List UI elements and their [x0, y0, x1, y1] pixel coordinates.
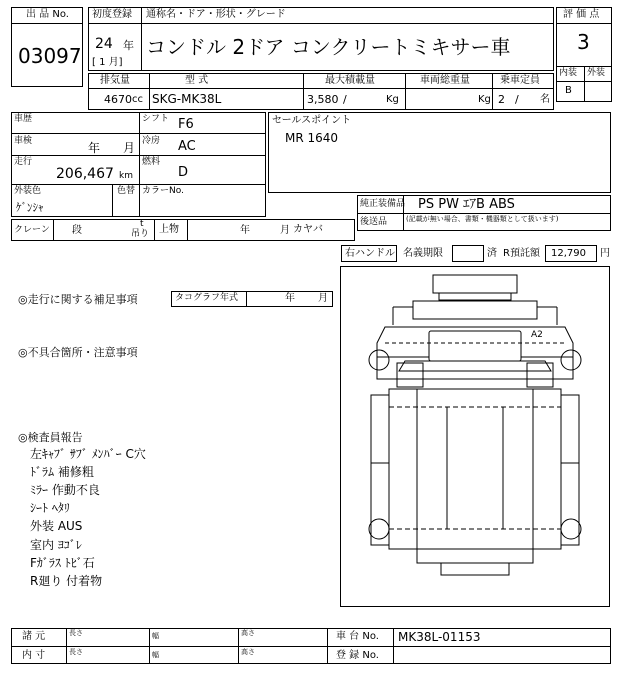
report-line-4: ｼｰﾄ ﾍﾀﾘ: [30, 501, 70, 515]
report-line-2: ﾄﾞﾗﾑ 補修粗: [30, 465, 94, 479]
displacement-label: 排気量: [100, 75, 130, 86]
model-label: 型 式: [185, 75, 209, 86]
cc-unit: cc: [132, 94, 143, 105]
tacho-label: タコグラフ年式: [175, 293, 239, 303]
running-label: ◎走行に関する補足事項: [18, 293, 138, 306]
width-label-2: 幅: [152, 651, 159, 659]
exterior-label: 外装: [587, 68, 606, 78]
ac-value: AC: [178, 139, 196, 154]
km-unit: km: [119, 171, 133, 181]
interior-label: 内装: [559, 68, 578, 78]
height-label-1: 高さ: [241, 629, 255, 637]
report-line-8: R廻り 付着物: [30, 574, 103, 588]
chassis-number: MK38L-01153: [398, 630, 481, 644]
displacement: 4670: [104, 93, 132, 106]
grade-label: 通称名・ドア・形状・グレード: [146, 9, 286, 20]
inspection-year: 年: [88, 141, 101, 155]
length-label-2: 長さ: [69, 648, 83, 656]
length-label-1: 長さ: [69, 629, 83, 637]
gross-weight-label: 車両総重量: [420, 75, 470, 86]
inspector-label: ◎検査員報告: [18, 431, 83, 444]
shift-value: F6: [178, 117, 194, 132]
inside-label: 内 寸: [22, 650, 46, 661]
mileage-label: 走行: [14, 157, 33, 167]
report-line-1: 左ｷｬﾌﾞ ｻﾌﾞ ﾒﾝﾊﾞｰ C穴: [30, 447, 146, 461]
first-reg-label: 初度登録: [92, 9, 132, 20]
recycle-amount: 12,790: [551, 248, 586, 259]
capacity-unit: 名: [540, 94, 550, 105]
warranty-note: (記載が無い場合、書類・機器類として扱います): [406, 215, 559, 223]
shift-label: シフト: [142, 114, 170, 124]
capacity-slash: /: [515, 93, 519, 106]
chassis-label: 車 台 No.: [336, 631, 379, 642]
lot-number: 03097: [18, 44, 82, 68]
inspection-month: 月: [123, 141, 136, 155]
gross-kg: Kg: [478, 94, 491, 105]
vehicle-diagram: [340, 266, 610, 607]
color-no-label: カラーNo.: [142, 186, 184, 196]
reg-number-label: 登 録 No.: [336, 650, 379, 661]
inspection-label: 車検: [14, 136, 33, 146]
reg-year: 24: [95, 36, 113, 52]
recycle-status: 済: [487, 248, 497, 259]
crane-hang-top: t: [140, 219, 144, 229]
crane-stage: 段: [72, 225, 82, 236]
reg-month: [ 1 月]: [92, 57, 123, 68]
reg-year-unit: 年: [123, 39, 134, 52]
color-value: ｹﾞﾝｼｬ: [16, 201, 44, 214]
name-change-field: [452, 245, 484, 262]
equipment-label: 純正装備品: [360, 199, 406, 209]
report-line-3: ﾐﾗｰ 作動不良: [30, 483, 100, 497]
warranty-label: 後送品: [360, 217, 388, 227]
tacho-month: 月: [318, 293, 328, 304]
color-label: 外装色: [14, 186, 42, 196]
max-load: 3,580: [307, 93, 339, 106]
recycle-label: R預託額: [503, 248, 540, 259]
capacity-label: 乗車定員: [500, 75, 540, 86]
width-label-1: 幅: [152, 632, 159, 640]
right-handle: 右ハンドル: [345, 248, 395, 259]
max-load-kg: Kg: [386, 94, 399, 105]
crane-label: クレーン: [14, 225, 50, 235]
spec-label: 諸 元: [22, 631, 46, 642]
mileage-value: 206,467: [56, 166, 114, 182]
upper-year: 年: [240, 225, 250, 236]
height-label-2: 高さ: [241, 648, 255, 656]
max-load-slash: /: [343, 93, 347, 106]
tacho-year: 年: [285, 293, 295, 304]
upper-label: 上物: [159, 224, 179, 235]
equipment-value: PS PW ｴｱB ABS: [418, 197, 515, 212]
capacity-value: 2: [498, 93, 505, 106]
crane-hang: 吊り: [131, 229, 150, 239]
sales-point-label: セールスポイント: [272, 115, 352, 126]
vehicle-title: コンドル 2ドア コンクリートミキサー車: [146, 35, 511, 59]
model-code: SKG-MK38L: [152, 92, 222, 106]
report-line-7: Fｶﾞﾗｽ ﾄﾋﾞ石: [30, 556, 95, 570]
ac-label: 冷房: [142, 136, 161, 146]
upper-maker: カヤバ: [293, 224, 323, 235]
max-load-label: 最大積載量: [325, 75, 375, 86]
score-label: 評 価 点: [563, 9, 600, 20]
name-change-label: 名義期限: [403, 248, 443, 259]
fuel-label: 燃料: [142, 157, 161, 167]
interior-grade: B: [565, 85, 572, 96]
truck-outline-diagram: [341, 267, 609, 606]
lot-label: 出 品 No.: [26, 9, 69, 20]
upper-month: 月: [280, 225, 290, 236]
damage-mark-a2: A2: [531, 330, 543, 340]
report-line-5: 外装 AUS: [30, 519, 83, 533]
score-value: 3: [577, 30, 590, 54]
history-label: 車歴: [14, 114, 33, 124]
report-line-6: 室内 ﾖｺﾞﾚ: [30, 538, 82, 552]
defect-label: ◎不具合箇所・注意事項: [18, 346, 138, 359]
color-change-label: 色替: [117, 186, 136, 196]
sales-point: MR 1640: [285, 131, 339, 145]
fuel-value: D: [178, 165, 189, 180]
yen-unit: 円: [600, 248, 610, 259]
